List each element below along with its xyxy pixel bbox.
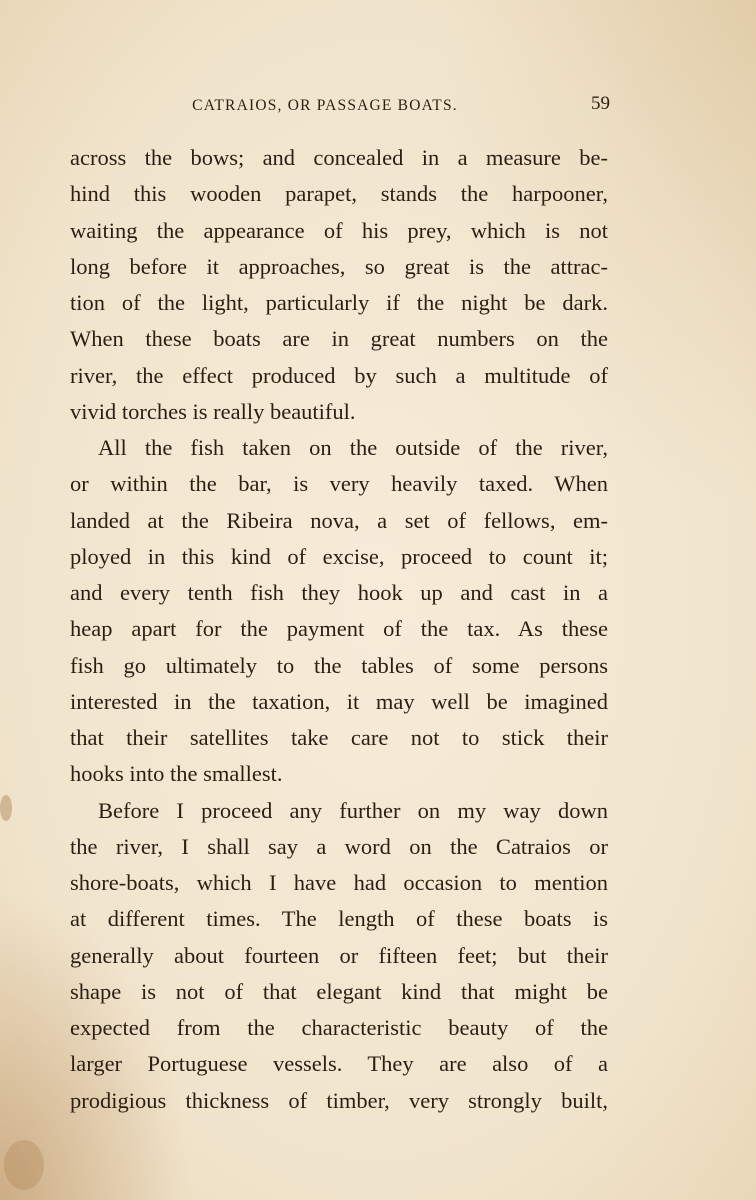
paper-stain xyxy=(4,1140,44,1190)
paper-stain xyxy=(0,795,12,821)
text-line: at different times. The length of these boats is xyxy=(70,906,608,932)
text-line: landed at the Ribeira nova, a set of fellows, em- xyxy=(70,507,608,533)
text-line: river, the effect produced by such a multitude of xyxy=(70,362,608,388)
text-line: larger Portuguese vessels. They are also of a xyxy=(70,1051,608,1077)
text-line: vivid torches is really beautiful. xyxy=(70,398,356,424)
text-line: waiting the appearance of his prey, which is not xyxy=(70,217,608,243)
text-line: shape is not of that elegant kind that might be xyxy=(70,978,608,1004)
text-line: shore-boats, which I have had occasion to mention xyxy=(70,870,608,895)
text-line: tion of the light, particularly if the night be dark. xyxy=(70,290,608,315)
text-line: interested in the taxation, it may well be imagined xyxy=(70,688,608,714)
text-line: and every tenth fish they hook up and cast in a xyxy=(70,580,608,605)
text-line: the river, I shall say a word on the Catraios or xyxy=(70,833,608,859)
text-line: hind this wooden parapet, stands the harpooner, xyxy=(70,181,608,207)
running-head xyxy=(70,93,610,119)
page-number: 59 xyxy=(591,93,610,114)
text-line: fish go ultimately to the tables of some persons xyxy=(70,652,608,678)
text-line: or within the bar, is very heavily taxed. When xyxy=(70,471,608,497)
body-text xyxy=(70,140,608,1119)
text-line: across the bows; and concealed in a measure be- xyxy=(70,145,608,170)
text-line: long before it approaches, so great is the attrac- xyxy=(70,253,608,279)
text-line: heap apart for the payment of the tax. As these xyxy=(70,616,608,642)
text-line: expected from the characteristic beauty of the xyxy=(70,1015,608,1040)
text-line: prodigious thickness of timber, very strongly built, xyxy=(70,1087,608,1113)
paragraph xyxy=(70,430,608,793)
text-line: generally about fourteen or fifteen feet; but their xyxy=(70,942,608,968)
text-line: When these boats are in great numbers on the xyxy=(70,326,608,352)
text-line: ployed in this kind of excise, proceed to count it; xyxy=(70,543,608,569)
text-line: hooks into the smallest. xyxy=(70,761,283,787)
paragraph xyxy=(70,793,608,1119)
text-line: that their satellites take care not to stick their xyxy=(70,725,608,750)
text-line: Before I proceed any further on my way down xyxy=(98,797,608,823)
paragraph xyxy=(70,140,608,430)
running-title: CATRAIOS, OR PASSAGE BOATS. xyxy=(192,97,458,114)
text-line: All the fish taken on the outside of the river, xyxy=(98,435,608,460)
